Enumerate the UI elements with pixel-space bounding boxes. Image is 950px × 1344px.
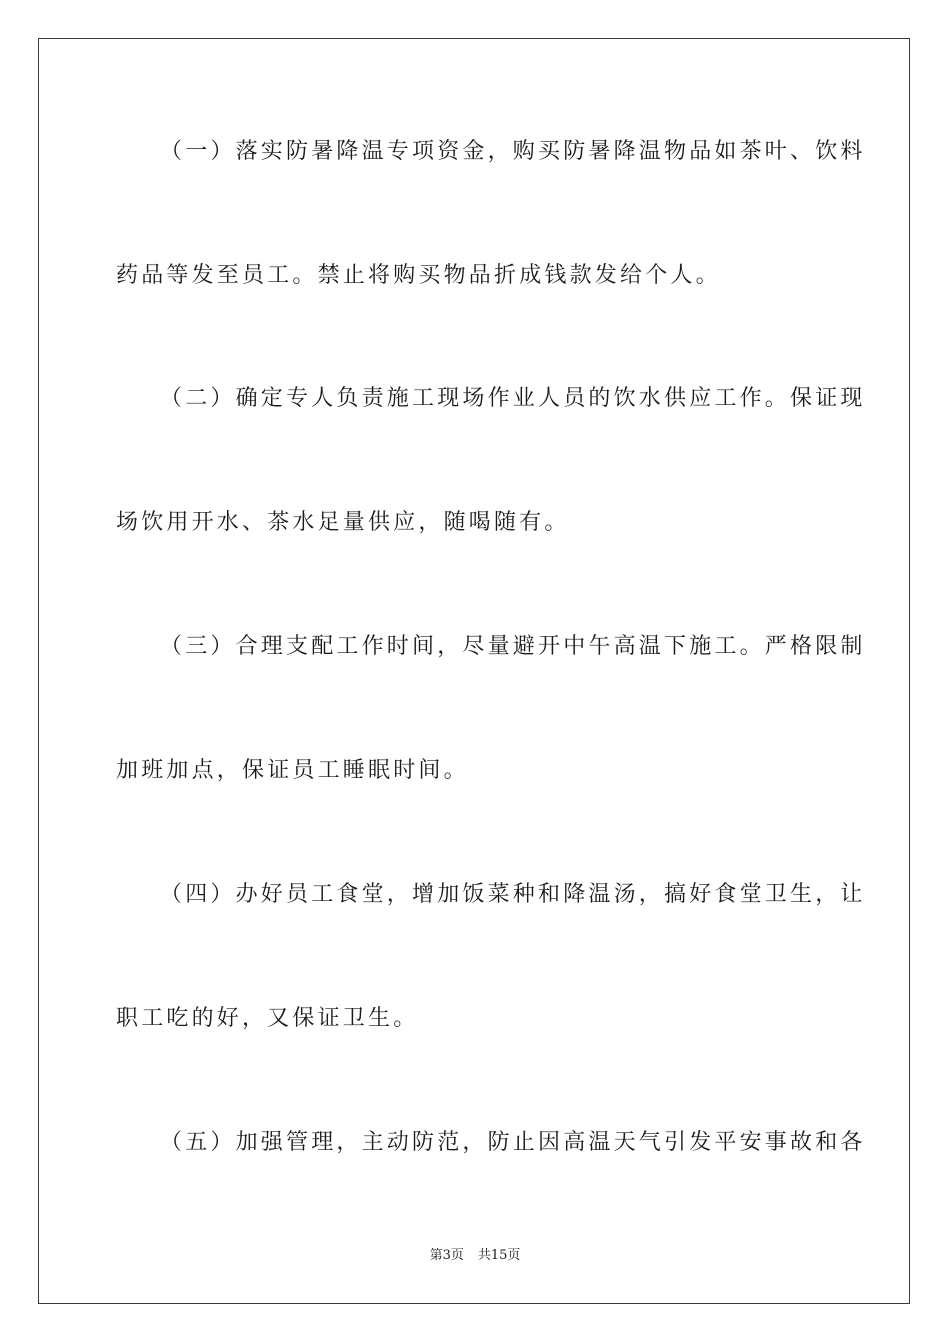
paragraph-3-line-1: （三）合理支配工作时间，尽量避开中午高温下施工。严格限制	[160, 634, 866, 659]
paragraph-1-line-1: （一）落实防暑降温专项资金，购买防暑降温物品如茶叶、饮料	[160, 139, 866, 164]
page-total: 共15页	[477, 1248, 521, 1263]
paragraph-3-line-2: 加班加点，保证员工睡眠时间。	[116, 758, 469, 783]
paragraph-1-line-2: 药品等发至员工。禁止将购买物品折成钱款发给个人。	[116, 263, 721, 288]
paragraph-4-line-2: 职工吃的好，又保证卫生。	[116, 1006, 419, 1031]
paragraph-5-line-1: （五）加强管理，主动防范，防止因高温天气引发平安事故和各	[160, 1130, 866, 1155]
page-footer	[0, 1247, 950, 1265]
paragraph-2-line-2: 场饮用开水、茶水足量供应，随喝随有。	[116, 510, 570, 535]
paragraph-4-line-1: （四）办好员工食堂，增加饭菜种和降温汤，搞好食堂卫生，让	[160, 882, 866, 907]
paragraph-2-line-1: （二）确定专人负责施工现场作业人员的饮水供应工作。保证现	[160, 386, 866, 411]
page-number: 第3页	[429, 1248, 464, 1263]
page-border	[38, 38, 910, 1304]
